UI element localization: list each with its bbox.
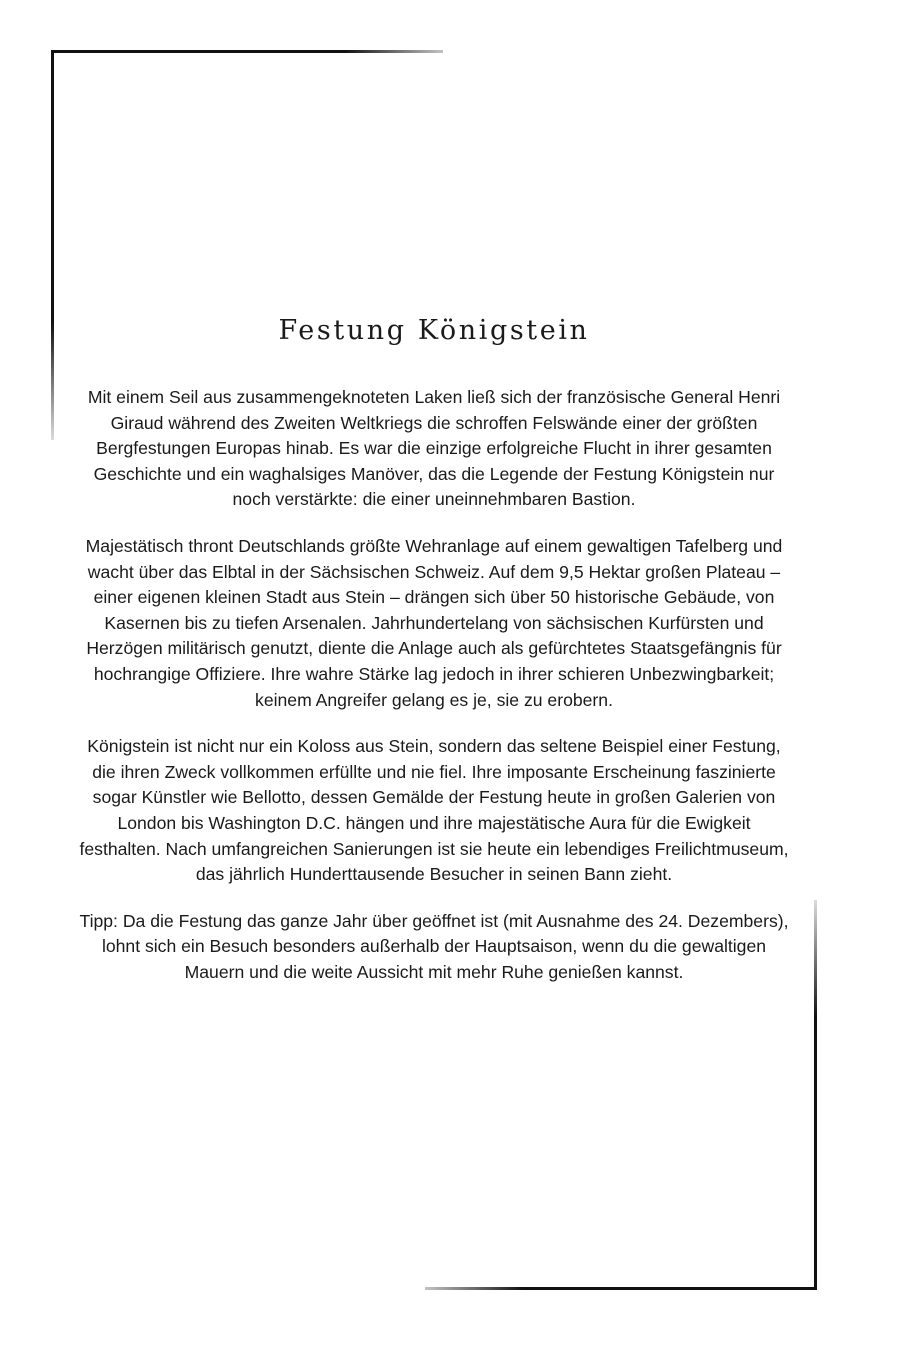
article-body <box>78 312 790 1006</box>
frame-right-line <box>814 900 817 1290</box>
paragraph-intro: Mit einem Seil aus zusammengeknoteten Laken ließ sich der französische General Henri Giraud während des Zweiten Weltkriegs die schroffen Felswände einer der größten Bergfestungen Europas hinab. Es war die einzige erfolgreiche Flucht in ihrer gesamten Geschichte und ein waghalsiges Manöver, das die Legende der Festung Königstein nur noch verstärkte: die einer uneinnehmbaren Bastion. <box>87 387 781 510</box>
frame-left-line <box>51 50 54 440</box>
paragraph-history: Majestätisch thront Deutschlands größte Wehranlage auf einem gewaltigen Tafelberg und wacht über das Elbtal in der Sächsischen Schweiz. Auf dem 9,5 Hektar großen Plateau – einer eigenen kleinen Stadt aus Stein – drängen sich über 50 historische Gebäude, von Kasernen bis zu tiefen Arsenalen. Jahrhundertelang von sächsischen Kurfürsten und Herzögen militärisch genutzt, diente die Anlage auch als gefürchtetes Staatsgefängnis für hochrangige Offiziere. Ihre wahre Stärke lag jedoch in ihrer schieren Unbezwingbarkeit; keinem Angreifer gelang es je, sie zu erobern. <box>85 535 783 710</box>
frame-top-line <box>51 50 443 53</box>
paragraph-legacy: Königstein ist nicht nur ein Koloss aus Stein, sondern das seltene Beispiel einer Festung, die ihren Zweck vollkommen erfüllte und nie fiel. Ihre imposante Erscheinung faszinierte sogar Künstler wie Bellotto, dessen Gemälde der Festung heute in großen Galerien von London bis Washington D.C. hängen und ihre majestätische Aura für die Ewigkeit festhalten. Nach umfangreichen Sanierungen ist sie heute ein lebendiges Freilichtmuseum, das jährlich Hunderttausende Besucher in seinen Bann zieht. <box>79 736 789 885</box>
frame-bottom-line <box>425 1287 817 1290</box>
paragraph-tip: Tipp: Da die Festung das ganze Jahr über geöffnet ist (mit Ausnahme des 24. Dezembers), lohnt sich ein Besuch besonders außerhalb der Hauptsaison, wenn du die gewaltigen Mauern und die weite Aussicht mit mehr Ruhe genießen kannst. <box>79 910 789 982</box>
page-title: Festung Königstein <box>278 315 590 346</box>
